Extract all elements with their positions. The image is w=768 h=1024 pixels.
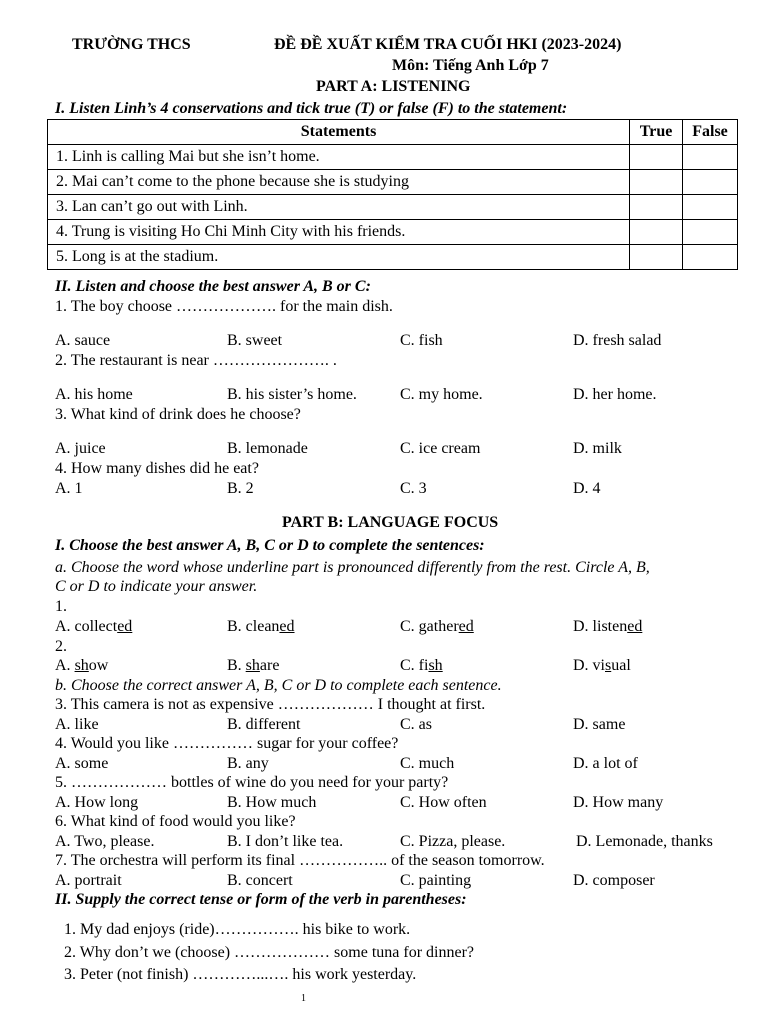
part-b-a-instruction-cont: C or D to indicate your answer. (55, 578, 258, 595)
question-text: 1. The boy choose ………………. for the main dish. (55, 298, 393, 315)
table-header-row (48, 120, 738, 145)
option-c[interactable]: C. as (400, 716, 432, 733)
option-text: A. collect (55, 618, 118, 635)
table-header: False (683, 120, 738, 145)
option-c[interactable]: C. painting (400, 872, 472, 889)
page-number: 1 (301, 993, 306, 1004)
true-checkbox-cell[interactable] (630, 170, 683, 195)
option-b[interactable]: B. his sister’s home. (227, 386, 357, 403)
option-b[interactable]: B. any (227, 755, 269, 772)
underlined-part: sh (245, 657, 260, 674)
question-text: 3. What kind of drink does he choose? (55, 406, 301, 423)
option-c[interactable]: C. much (400, 755, 455, 772)
option-text: D. listen (573, 618, 628, 635)
table-row (48, 170, 738, 195)
exam-title: ĐỀ ĐỀ XUẤT KIỂM TRA CUỐI HKI (2023-2024) (274, 36, 622, 53)
statements-table (47, 119, 738, 270)
true-checkbox-cell[interactable] (630, 220, 683, 245)
question-number: 1. (55, 598, 67, 615)
question-text: 5. ……………… bottles of wine do you need for your party? (55, 774, 449, 791)
underlined-part: sh (74, 657, 89, 674)
option-c[interactable]: C. ice cream (400, 440, 481, 457)
underlined-part: s (605, 657, 612, 674)
statement-cell: 2. Mai can’t come to the phone because she is studying (48, 170, 630, 195)
option-a[interactable]: A. some (55, 755, 109, 772)
option-d[interactable]: D. Lemonade, thanks (576, 833, 713, 850)
option-text: B. clean (227, 618, 280, 635)
part-b-a-instruction: a. Choose the word whose underline part is pronounced differently from the rest. Circle A, B, (55, 559, 650, 576)
option-text: ual (611, 657, 631, 674)
option-c[interactable]: C. fish (400, 332, 443, 349)
option-b[interactable]: B. different (227, 716, 301, 733)
option-text: A. (55, 657, 75, 674)
school-name: TRƯỜNG THCS (72, 36, 191, 53)
option-b[interactable]: B. 2 (227, 480, 254, 497)
verb-item: 1. My dad enjoys (ride)……………. his bike to work. (64, 921, 411, 938)
part-b-b-instruction: b. Choose the correct answer A, B, C or D to complete each sentence. (55, 677, 502, 694)
option-a[interactable]: A. sauce (55, 332, 111, 349)
option-d[interactable]: D. same (573, 716, 626, 733)
option-a[interactable]: A. like (55, 716, 99, 733)
true-checkbox-cell[interactable] (630, 145, 683, 170)
underlined-part: ed (458, 618, 474, 635)
option-a[interactable]: A. How long (55, 794, 139, 811)
option-b[interactable]: B. How much (227, 794, 317, 811)
option-d[interactable]: D. a lot of (573, 755, 638, 772)
part-b-sec1-instruction: I. Choose the best answer A, B, C or D to complete the sentences: (55, 537, 485, 554)
part-a-sec1-instruction: I. Listen Linh’s 4 conservations and tick true (T) or false (F) to the statement: (55, 100, 568, 117)
option-b[interactable]: B. I don’t like tea. (227, 833, 344, 850)
option-text: C. fi (400, 657, 429, 674)
part-a-sec2-instruction: II. Listen and choose the best answer A, B or C: (55, 278, 371, 295)
question-text: 2. The restaurant is near …………………. . (55, 352, 337, 369)
option-a[interactable]: A. Two, please. (55, 833, 155, 850)
table-header: Statements (48, 120, 630, 145)
false-checkbox-cell[interactable] (683, 220, 738, 245)
false-checkbox-cell[interactable] (683, 195, 738, 220)
option-d[interactable]: D. 4 (573, 480, 601, 497)
verb-item: 2. Why don’t we (choose) ……………… some tuna for dinner? (64, 944, 474, 961)
table-row (48, 145, 738, 170)
underlined-part: sh (428, 657, 443, 674)
table-header: True (630, 120, 683, 145)
option-c[interactable] (400, 656, 443, 675)
statement-cell: 3. Lan can’t go out with Linh. (48, 195, 630, 220)
false-checkbox-cell[interactable] (683, 170, 738, 195)
true-checkbox-cell[interactable] (630, 245, 683, 270)
question-text: 3. This camera is not as expensive ……………… I thought at first. (55, 696, 486, 713)
table-row (48, 195, 738, 220)
option-d[interactable] (573, 656, 631, 675)
option-d[interactable]: D. her home. (573, 386, 657, 403)
option-text: are (259, 657, 280, 674)
option-c[interactable]: C. Pizza, please. (400, 833, 506, 850)
option-a[interactable]: A. juice (55, 440, 106, 457)
option-text: B. (227, 657, 246, 674)
option-a[interactable]: A. his home (55, 386, 133, 403)
option-b[interactable]: B. sweet (227, 332, 283, 349)
statement-cell: 5. Long is at the stadium. (48, 245, 630, 270)
question-text: 4. Would you like …………… sugar for your coffee? (55, 735, 399, 752)
underlined-part: ed (279, 618, 295, 635)
option-text: ow (88, 657, 109, 674)
statement-cell: 1. Linh is calling Mai but she isn’t home. (48, 145, 630, 170)
option-d[interactable]: D. How many (573, 794, 664, 811)
statement-cell: 4. Trung is visiting Ho Chi Minh City with his friends. (48, 220, 630, 245)
option-c[interactable]: C. my home. (400, 386, 483, 403)
option-b[interactable] (227, 617, 295, 636)
table-row (48, 220, 738, 245)
question-text: 6. What kind of food would you like? (55, 813, 296, 830)
option-c[interactable]: C. How often (400, 794, 487, 811)
option-d[interactable]: D. milk (573, 440, 622, 457)
option-a[interactable] (55, 617, 132, 636)
option-a[interactable]: A. portrait (55, 872, 122, 889)
option-c[interactable]: C. 3 (400, 480, 427, 497)
underlined-part: ed (627, 618, 643, 635)
subject-line: Môn: Tiếng Anh Lớp 7 (392, 57, 549, 74)
part-b-sec2-instruction: II. Supply the correct tense or form of the verb in parentheses: (55, 891, 467, 908)
false-checkbox-cell[interactable] (683, 145, 738, 170)
option-a[interactable] (55, 656, 108, 675)
true-checkbox-cell[interactable] (630, 195, 683, 220)
table-row (48, 245, 738, 270)
part-a-title: PART A: LISTENING (316, 78, 471, 95)
option-text: C. gather (400, 618, 459, 635)
option-d[interactable]: D. fresh salad (573, 332, 662, 349)
false-checkbox-cell[interactable] (683, 245, 738, 270)
option-b[interactable] (227, 656, 279, 675)
question-text: 7. The orchestra will perform its final …………….. of the season tomorrow. (55, 852, 545, 869)
option-d[interactable] (573, 617, 642, 636)
question-text: 4. How many dishes did he eat? (55, 460, 259, 477)
option-b[interactable]: B. concert (227, 872, 293, 889)
part-b-title: PART B: LANGUAGE FOCUS (282, 514, 499, 531)
option-c[interactable] (400, 617, 474, 636)
option-d[interactable]: D. composer (573, 872, 655, 889)
underlined-part: ed (117, 618, 133, 635)
question-number: 2. (55, 638, 67, 655)
option-a[interactable]: A. 1 (55, 480, 83, 497)
option-b[interactable]: B. lemonade (227, 440, 308, 457)
verb-item: 3. Peter (not finish) …………...…. his work yesterday. (64, 966, 417, 983)
option-text: D. vi (573, 657, 605, 674)
